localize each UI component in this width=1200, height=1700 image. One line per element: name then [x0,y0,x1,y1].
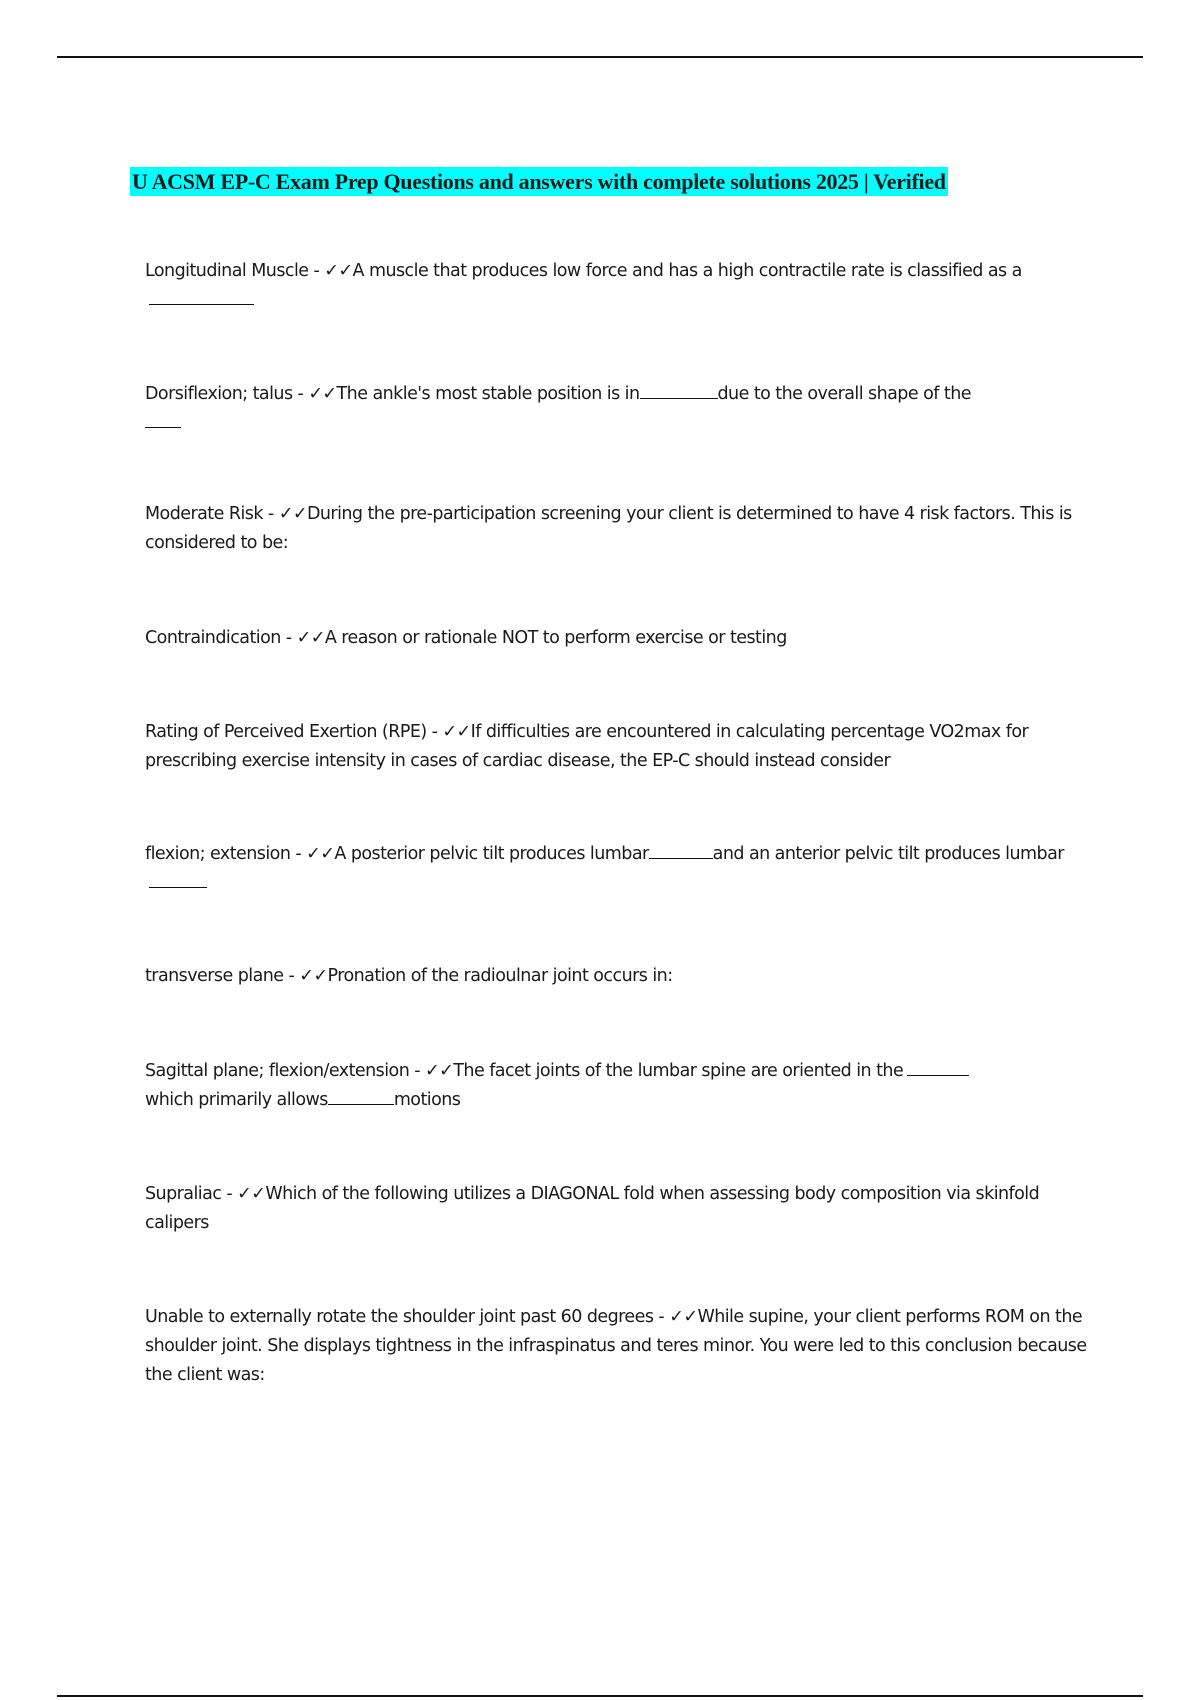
answer-text: Rating of Perceived Exertion (RPE) - [145,722,443,742]
question-text: due to the overall shape of the [717,384,971,404]
qa-item [145,380,1090,438]
qa-item [145,624,1090,653]
answer-text: Contraindication - [145,628,297,648]
qa-item [145,257,1090,315]
footer-rule [57,1695,1143,1697]
answer-blank [149,872,207,888]
answer-text: Dorsiflexion; talus - [145,384,309,404]
answer-blank [649,843,713,859]
question-text: A posterior pelvic tilt produces lumbar [334,844,649,864]
qa-item [145,1180,1090,1238]
qa-item [145,500,1090,558]
answer-text: Longitudinal Muscle - [145,261,325,281]
qa-item [145,718,1090,776]
answer-blank [328,1089,394,1105]
check-marks: ✓✓ [308,384,337,404]
answer-text: Supraliac - [145,1184,238,1204]
check-marks: ✓✓ [296,628,325,648]
answer-blank [640,383,718,399]
qa-item [145,840,1090,898]
check-marks: ✓✓ [442,722,471,742]
question-text: If difficulties are encountered in calculating percentage VO2max for prescribing exercise intensity in cases of cardiac disease, the EP-C should instead consider [145,722,1029,771]
question-text: During the pre-participation screening your client is determined to have 4 risk factors. This is considered to be: [145,504,1072,553]
question-text: A reason or rationale NOT to perform exercise or testing [324,628,787,648]
qa-item [145,1057,1090,1115]
question-text: The facet joints of the lumbar spine are oriented in the [453,1061,904,1081]
question-text: While supine, your client performs ROM on the shoulder joint. She displays tightness in the infraspinatus and teres minor. You were led to this conclusion because the client was: [145,1307,1087,1385]
check-marks: ✓✓ [425,1061,454,1081]
check-marks: ✓✓ [237,1184,266,1204]
question-text: The ankle's most stable position is in [336,384,640,404]
document-title: U ACSM EP-C Exam Prep Questions and answers with complete solutions 2025 | Verified [132,169,946,194]
check-marks: ✓✓ [669,1307,698,1327]
answer-text: Sagittal plane; flexion/extension - [145,1061,426,1081]
answer-blank [907,1060,969,1076]
question-text: motions [393,1090,461,1110]
check-marks: ✓✓ [278,504,307,524]
header-rule [57,56,1143,58]
question-text: Pronation of the radioulnar joint occurs in: [327,966,673,986]
qa-item [145,1303,1090,1390]
qa-item [145,962,1090,991]
answer-blank [145,412,181,428]
answer-text: Unable to externally rotate the shoulder joint past 60 degrees - [145,1307,670,1327]
question-text: and an anterior pelvic tilt produces lumbar [712,844,1064,864]
answer-blank [149,289,254,305]
check-marks: ✓✓ [306,844,335,864]
check-marks: ✓✓ [324,261,353,281]
answer-text: Moderate Risk - [145,504,279,524]
question-text: Which of the following utilizes a DIAGONAL fold when assessing body composition via skinfold calipers [145,1184,1040,1233]
check-marks: ✓✓ [299,966,328,986]
question-text: A muscle that produces low force and has a high contractile rate is classified as a [352,261,1022,281]
question-text: which primarily allows [145,1090,328,1110]
answer-text: flexion; extension - [145,844,307,864]
answer-text: transverse plane - [145,966,300,986]
title-block [130,166,1090,198]
